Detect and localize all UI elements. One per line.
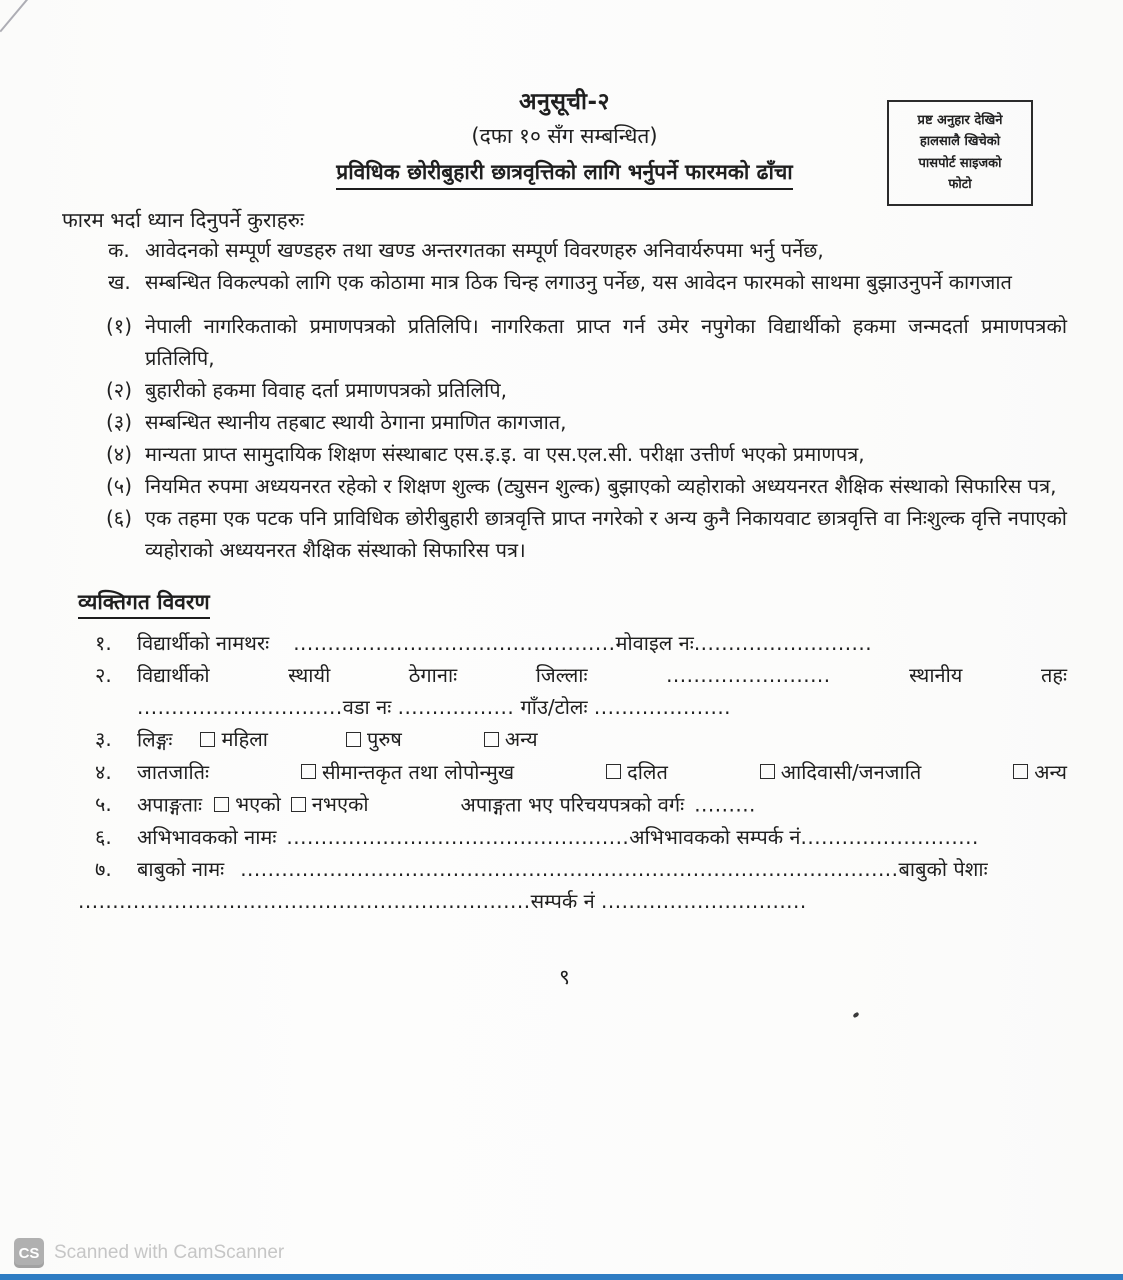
spacer: [281, 811, 291, 812]
instruction-text: सम्बन्धित विकल्पको लागि एक कोठामा मात्र ठिक चिन्ह लगाउनु पर्नेछ, यस आवेदन फारमको साथमा बुझाउनुपर्ने कागजात: [145, 270, 1012, 294]
document-item: [106, 406, 1067, 438]
row-line: [137, 756, 1067, 789]
field-label: जिल्लाः: [535, 663, 588, 687]
camscanner-footer: [14, 1238, 284, 1268]
field-label: विद्यार्थीको: [137, 663, 210, 687]
checkbox-icon: [214, 797, 229, 812]
document-item: [106, 470, 1067, 502]
field-label: वडा नः: [342, 695, 398, 719]
row-number: ४.: [95, 759, 112, 784]
instruction-item: [108, 266, 1067, 298]
checkbox-icon: [484, 732, 499, 747]
field-label: मोवाइल नः: [615, 631, 694, 655]
dotted-field: ..................................................................: [78, 888, 531, 913]
spacer: [172, 746, 200, 747]
photo-box-text: हालसालै खिचेको: [919, 134, 1001, 150]
checkbox-label: महिला: [221, 727, 268, 751]
row-line: [137, 723, 1067, 756]
row-line: [137, 821, 1067, 853]
personal-detail-row: [95, 756, 1067, 789]
field-label: विद्यार्थीको नामथरः: [137, 631, 270, 655]
field-label: बाबुको नामः: [137, 856, 225, 881]
instruction-label: क.: [108, 238, 130, 262]
personal-details-heading: [78, 588, 1067, 619]
instruction-text: आवेदनको सम्पूर्ण खण्डहरु तथा खण्ड अन्तरगतका सम्पूर्ण विवरणहरु अनिवार्यरुपमा भर्नु पर्नेछ,: [145, 238, 824, 262]
checkbox-option: [760, 756, 922, 788]
field-label: सम्पर्क नं: [530, 888, 602, 913]
documents-list: [62, 310, 1067, 566]
document-item-label: (५): [106, 474, 133, 498]
checkbox-icon: [200, 732, 215, 747]
instructions-list: [62, 234, 1067, 298]
document-item-label: (३): [106, 410, 133, 434]
dotted-field: ....................: [593, 695, 732, 719]
spacer: [276, 843, 286, 844]
annex-title: अनुसूची-२: [519, 89, 610, 115]
field-label: तहः: [1040, 663, 1067, 687]
camscanner-text: Scanned with CamScanner: [54, 1242, 285, 1263]
form-title: [62, 158, 1067, 190]
document-item: [106, 374, 1067, 406]
field-label: लिङ्गः: [137, 727, 173, 752]
spacer: [402, 746, 484, 747]
checkbox-label: आदिवासी/जनजाति: [780, 759, 922, 784]
spacer: [684, 811, 694, 812]
document-item-text: सम्बन्धित स्थानीय तहबाट स्थायी ठेगाना प्रमाणित कागजात,: [145, 410, 567, 434]
dotted-field: ..........................: [693, 631, 873, 655]
instruction-label: ख.: [108, 270, 131, 294]
spacer: [369, 811, 461, 812]
checkbox-label: भएको: [235, 792, 281, 816]
field-label: बाबुको पेशाः: [898, 856, 988, 881]
field-label: स्थानीय: [909, 663, 963, 687]
checkbox-icon: [346, 732, 361, 747]
form-title-text: प्रविधिक छोरीबुहारी छात्रवृत्तिको लागि भर्नुपर्ने फारमको ढाँचा: [336, 158, 792, 190]
field-label: अभिभावकको नामः: [137, 824, 277, 849]
checkbox-option: [1013, 756, 1067, 788]
row-number: १.: [95, 631, 112, 655]
field-label: ठेगानाः: [408, 663, 458, 687]
checkbox-option: [214, 788, 281, 820]
document-item-text: नेपाली नागरिकताको प्रमाणपत्रको प्रतिलिपि। नागरिकता प्राप्त गर्न उमेर नपुगेका विद्यार्थीको हकमा जन्मदर्ता प्रमाणपत्रको प्रतिलिपि,: [145, 314, 1067, 370]
personal-detail-row: [95, 788, 1067, 821]
document-item-text: एक तहमा एक पटक पनि प्राविधिक छोरीबुहारी छात्रवृत्ति प्राप्त नगरेको र अन्य कुनै निकायवाट छात्रवृत्ति वा निःशुल्क वृत्ति नपाएको व्यहोराको अध्ययनरत शैक्षिक संस्थाको सिफारिस पत्र।: [145, 506, 1067, 562]
checkbox-label: सीमान्तकृत तथा लोपोन्मुख: [321, 759, 515, 784]
checkbox-option: [200, 723, 268, 755]
personal-detail-row: [95, 723, 1067, 756]
document-item-label: (४): [106, 442, 133, 466]
checkbox-option: [301, 756, 514, 788]
document-item-text: बुहारीको हकमा विवाह दर्ता प्रमाणपत्रको प्रतिलिपि,: [145, 378, 507, 402]
field-label: अपाङ्गताः: [137, 792, 203, 817]
page-number: ९: [559, 964, 570, 989]
spacer: [268, 746, 346, 747]
dotted-field: ..............................: [601, 888, 807, 913]
document-item: [106, 438, 1067, 470]
personal-details-heading-text: व्यक्तिगत विवरण: [78, 588, 210, 619]
document-item: [106, 310, 1067, 374]
personal-detail-row: [95, 627, 1067, 659]
dotted-field: ................................................................................................: [240, 856, 899, 881]
dotted-field: ..................................................: [286, 824, 630, 849]
dotted-field: ..............................: [137, 695, 343, 719]
photo-box-text: पासपोर्ट साइजको: [918, 155, 1002, 171]
field-label: अभिभावकको सम्पर्क नं: [629, 824, 801, 849]
personal-details-rows: [62, 627, 1067, 917]
personal-detail-row: [78, 853, 1067, 917]
photo-box-text: फोटो: [948, 177, 972, 193]
checkbox-option: [291, 788, 369, 820]
dotted-field: .................: [397, 695, 515, 719]
document-item-label: (१): [106, 314, 133, 338]
checkbox-label: दलित: [627, 759, 668, 784]
checkbox-icon: [760, 764, 775, 779]
document-item-label: (६): [106, 506, 133, 530]
checkbox-icon: [1013, 764, 1028, 779]
personal-detail-row: [95, 821, 1067, 853]
checkbox-label: अन्य: [504, 727, 538, 751]
document-item-label: (२): [106, 378, 133, 402]
checkbox-option: [346, 723, 402, 755]
spacer: [202, 811, 214, 812]
row-line: [137, 659, 1067, 691]
checkbox-icon: [606, 764, 621, 779]
dotted-field: ..........................: [800, 824, 979, 849]
bottom-blue-bar: [0, 1274, 1123, 1280]
row-line: [78, 885, 1067, 917]
field-label: अपाङ्गता भए परिचयपत्रको वर्गः: [460, 792, 685, 817]
row-number: ७.: [95, 856, 112, 881]
personal-detail-row: [95, 659, 1067, 723]
row-number: ६.: [95, 824, 112, 849]
checkbox-label: नभएको: [311, 792, 369, 816]
checkbox-option: [484, 723, 538, 755]
row-number: २.: [95, 663, 112, 687]
spacer: [224, 875, 240, 876]
dotted-field: ........................: [666, 663, 831, 687]
dotted-field: .........: [694, 792, 756, 817]
document-item: [106, 502, 1067, 566]
camscanner-badge-icon: CS: [14, 1238, 44, 1268]
row-line: [137, 627, 1067, 659]
checkbox-label: अन्य: [1034, 759, 1067, 784]
document-header: [62, 84, 1067, 190]
field-label: स्थायी: [288, 663, 331, 687]
checkbox-icon: [291, 797, 306, 812]
dotted-field: ...............................................: [293, 631, 616, 655]
checkbox-option: [606, 756, 668, 788]
clause-subtitle: (दफा १० सँग सम्बन्धित): [471, 124, 658, 148]
row-line: [137, 691, 1067, 723]
row-line: [137, 853, 1067, 885]
spacer: [269, 649, 293, 650]
checkbox-icon: [301, 764, 316, 779]
row-number: ३.: [95, 727, 112, 751]
photo-box-text: प्रष्ट अनुहार देखिने: [917, 113, 1003, 128]
instructions-heading: फारम भर्दा ध्यान दिनुपर्ने कुराहरुः: [62, 208, 305, 232]
document-item-text: मान्यता प्राप्त सामुदायिक शिक्षण संस्थाबाट एस.इ.इ. वा एस.एल.सी. परीक्षा उत्तीर्ण भएको प्रमाणपत्र,: [145, 442, 865, 466]
row-number: ५.: [95, 792, 112, 816]
field-label: जातजातिः: [137, 760, 210, 784]
instruction-item: [108, 234, 1067, 266]
checkbox-label: पुरुष: [366, 727, 402, 751]
field-label: गाँउ/टोलः: [514, 695, 594, 719]
row-line: [137, 788, 1067, 821]
document-item-text: नियमित रुपमा अध्ययनरत रहेको र शिक्षण शुल्क (ट्युसन शुल्क) बुझाएको व्यहोराको अध्ययनरत शैक्षिक संस्थाको सिफारिस पत्र,: [145, 474, 1057, 498]
